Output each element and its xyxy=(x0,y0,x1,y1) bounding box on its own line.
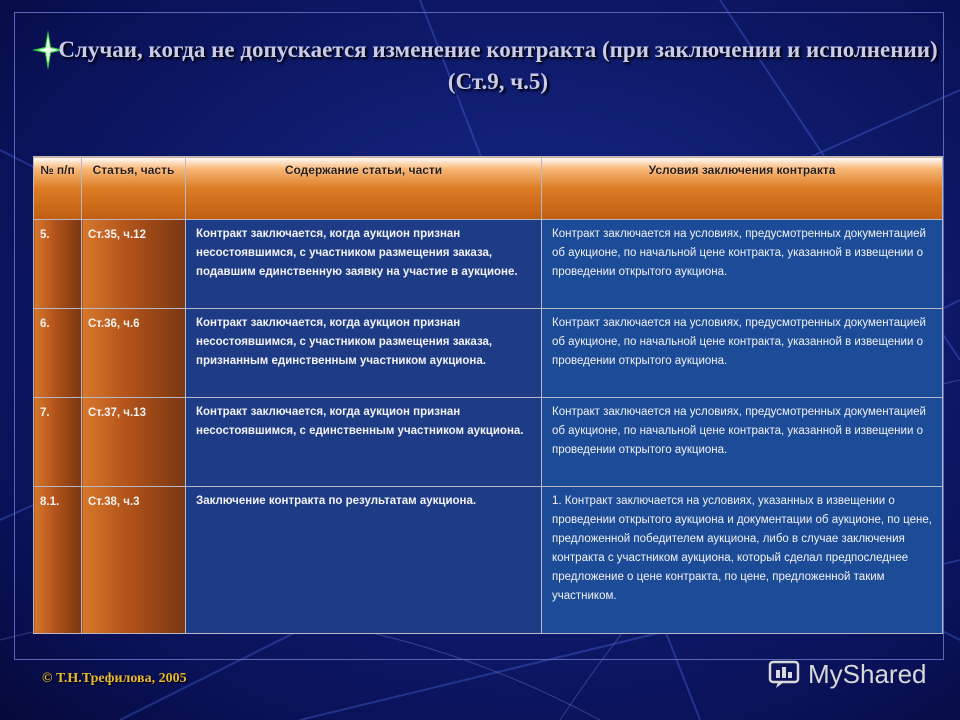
row-number: 6. xyxy=(34,309,82,398)
header-number: № п/п xyxy=(34,157,82,220)
row-conditions: Контракт заключается на условиях, предусмотренных документацией об аукционе, по начальной цене контракта, указанной в извещении о проведении открытого аукциона. xyxy=(542,398,943,487)
table-row xyxy=(34,398,943,487)
row-article: Ст.38, ч.3 xyxy=(82,487,186,634)
row-content: Контракт заключается, когда аукцион признан несостоявшимся, с участником размещения заказа, подавшим единственную заявку на участие в аукционе. xyxy=(186,220,542,309)
row-number: 5. xyxy=(34,220,82,309)
row-content: Заключение контракта по результатам аукциона. xyxy=(186,487,542,634)
myshared-logo-icon xyxy=(768,656,804,690)
row-conditions: Контракт заключается на условиях, предусмотренных документацией об аукционе, по начальной цене контракта, указанной в извещении о проведении открытого аукциона. xyxy=(542,309,943,398)
slide-title: Случаи, когда не допускается изменение контракта (при заключении и исполнении) (Ст.9, ч.5) xyxy=(58,37,938,94)
row-number: 7. xyxy=(34,398,82,487)
table-header-row xyxy=(34,157,943,220)
row-article: Ст.37, ч.13 xyxy=(82,398,186,487)
header-article: Статья, часть xyxy=(82,157,186,220)
row-conditions: 1. Контракт заключается на условиях, указанных в извещении о проведении открытого аукциона и документации об аукционе, по цене, предложенной победителем аукциона, либо в случае заключения контракта с участником аукциона, который сделал предпоследнее предложение о цене контракта, по цене, предложенной таким участником. xyxy=(542,487,943,634)
copyright-footer: © Т.Н.Трефилова, 2005 xyxy=(42,671,187,686)
row-conditions: Контракт заключается на условиях, предусмотренных документацией об аукционе, по начальной цене контракта, указанной в извещении о проведении открытого аукциона. xyxy=(542,220,943,309)
header-conditions: Условия заключения контракта xyxy=(542,157,943,220)
article-table xyxy=(33,156,943,634)
table-row xyxy=(34,220,943,309)
row-number: 8.1. xyxy=(34,487,82,634)
row-article: Ст.35, ч.12 xyxy=(82,220,186,309)
table-row xyxy=(34,309,943,398)
row-content: Контракт заключается, когда аукцион признан несостоявшимся, с единственным участником аукциона. xyxy=(186,398,542,487)
table-row xyxy=(34,487,943,634)
row-article: Ст.36, ч.6 xyxy=(82,309,186,398)
row-content: Контракт заключается, когда аукцион признан несостоявшимся, с участником размещения заказа, признанным единственным участником аукциона. xyxy=(186,309,542,398)
myshared-watermark[interactable]: MyShared xyxy=(808,659,927,689)
header-content: Содержание статьи, части xyxy=(186,157,542,220)
